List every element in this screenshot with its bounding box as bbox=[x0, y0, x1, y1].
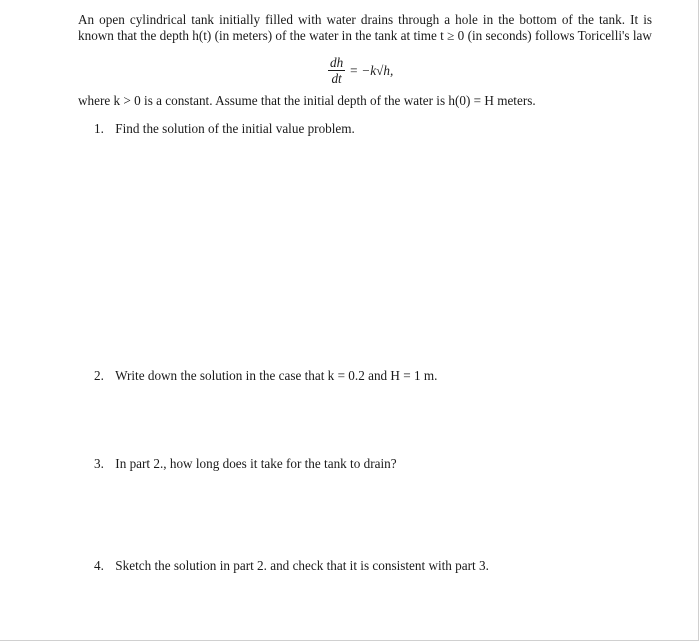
question-number: 3. bbox=[94, 456, 104, 471]
fraction-numerator: dh bbox=[330, 55, 344, 70]
fraction-denominator: dt bbox=[331, 71, 342, 86]
question-number: 1. bbox=[94, 121, 104, 136]
question-text: In part 2., how long does it take for the tank to drain? bbox=[115, 456, 397, 471]
derivative-fraction bbox=[328, 55, 345, 86]
problem-content bbox=[78, 12, 652, 573]
toricelli-equation bbox=[328, 55, 393, 86]
question-number: 4. bbox=[94, 558, 104, 573]
question-number: 2. bbox=[94, 368, 104, 383]
intro-paragraph: An open cylindrical tank initially filled with water drains through a hole in the bottom of the tank. It is known that the depth h(t) (in meters) of the water in the tank at time t ≥ 0 (in seconds) follows Toricelli's law bbox=[78, 12, 652, 43]
question-text: Write down the solution in the case that k = 0.2 and H = 1 m. bbox=[115, 368, 438, 383]
equation-rhs: = −k√h, bbox=[349, 62, 394, 78]
question-text: Sketch the solution in part 2. and check that it is consistent with part 3. bbox=[115, 558, 489, 573]
constant-description: where k > 0 is a constant. Assume that the initial depth of the water is h(0) = H meters. bbox=[78, 93, 536, 108]
question-text: Find the solution of the initial value problem. bbox=[115, 121, 355, 136]
question-2 bbox=[94, 368, 437, 384]
question-1 bbox=[94, 121, 355, 137]
question-3 bbox=[94, 456, 397, 472]
question-4 bbox=[94, 558, 489, 574]
